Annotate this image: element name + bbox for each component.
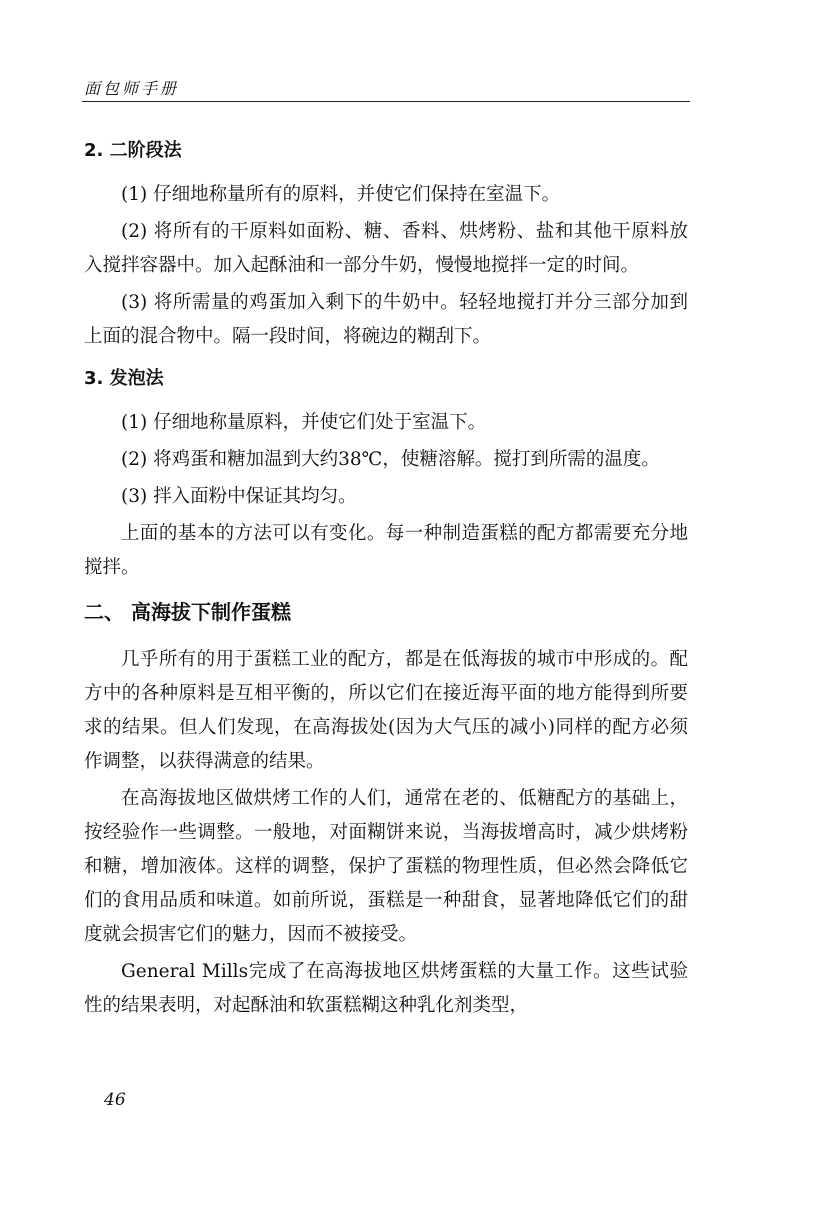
page-number: 46 [104, 1090, 126, 1110]
paragraph: General Mills完成了在高海拔地区烘烤蛋糕的大量工作。这些试验性的结果表明，对起酥油和软蛋糕糊这种乳化剂类型， [84, 961, 688, 1016]
paragraph: (3) 拌入面粉中保证其均匀。 [121, 486, 357, 507]
paragraph: (1) 仔细地称量所有的原料，并使它们保持在室温下。 [121, 184, 561, 205]
header-rule [82, 101, 690, 102]
page-body [84, 130, 688, 1026]
paragraph: (2) 将所有的干原料如面粉、糖、香料、烘烤粉、盐和其他干原料放入搅拌容器中。加入起酥油和一部分牛奶，慢慢地搅拌一定的时间。 [84, 221, 688, 276]
paragraph: 几乎所有的用于蛋糕工业的配方，都是在低海拔的城市中形成的。配方中的各种原料是互相平衡的，所以它们在接近海平面的地方能得到所要求的结果。但人们发现，在高海拔处(因为大气压的减小)同样的配方必须作调整，以获得满意的结果。 [84, 649, 688, 772]
chapter-heading: 二、 高海拔下制作蛋糕 [84, 600, 291, 624]
section-heading-foaming: 3. 发泡法 [84, 368, 164, 389]
paragraph: 在高海拔地区做烘烤工作的人们，通常在老的、低糖配方的基础上，按经验作一些调整。一般地，对面糊饼来说，当海拔增高时，减少烘烤粉和糖，增加液体。这样的调整，保护了蛋糕的物理性质，但必然会降低它们的食用品质和味道。如前所说，蛋糕是一种甜食，显著地降低它们的甜度就会损害它们的魅力，因而不被接受。 [84, 788, 688, 945]
paragraph: (1) 仔细地称量原料，并使它们处于室温下。 [121, 412, 487, 433]
paragraph: 上面的基本的方法可以有变化。每一种制造蛋糕的配方都需要充分地搅拌。 [84, 523, 688, 578]
paragraph: (3) 将所需量的鸡蛋加入剩下的牛奶中。轻轻地搅打并分三部分加到上面的混合物中。隔一段时间，将碗边的糊刮下。 [84, 292, 688, 347]
section-heading-two-stage: 2. 二阶段法 [84, 140, 182, 161]
paragraph: (2) 将鸡蛋和糖加温到大约38℃，使糖溶解。搅打到所需的温度。 [121, 449, 660, 470]
running-title: 面包师手册 [84, 79, 180, 98]
